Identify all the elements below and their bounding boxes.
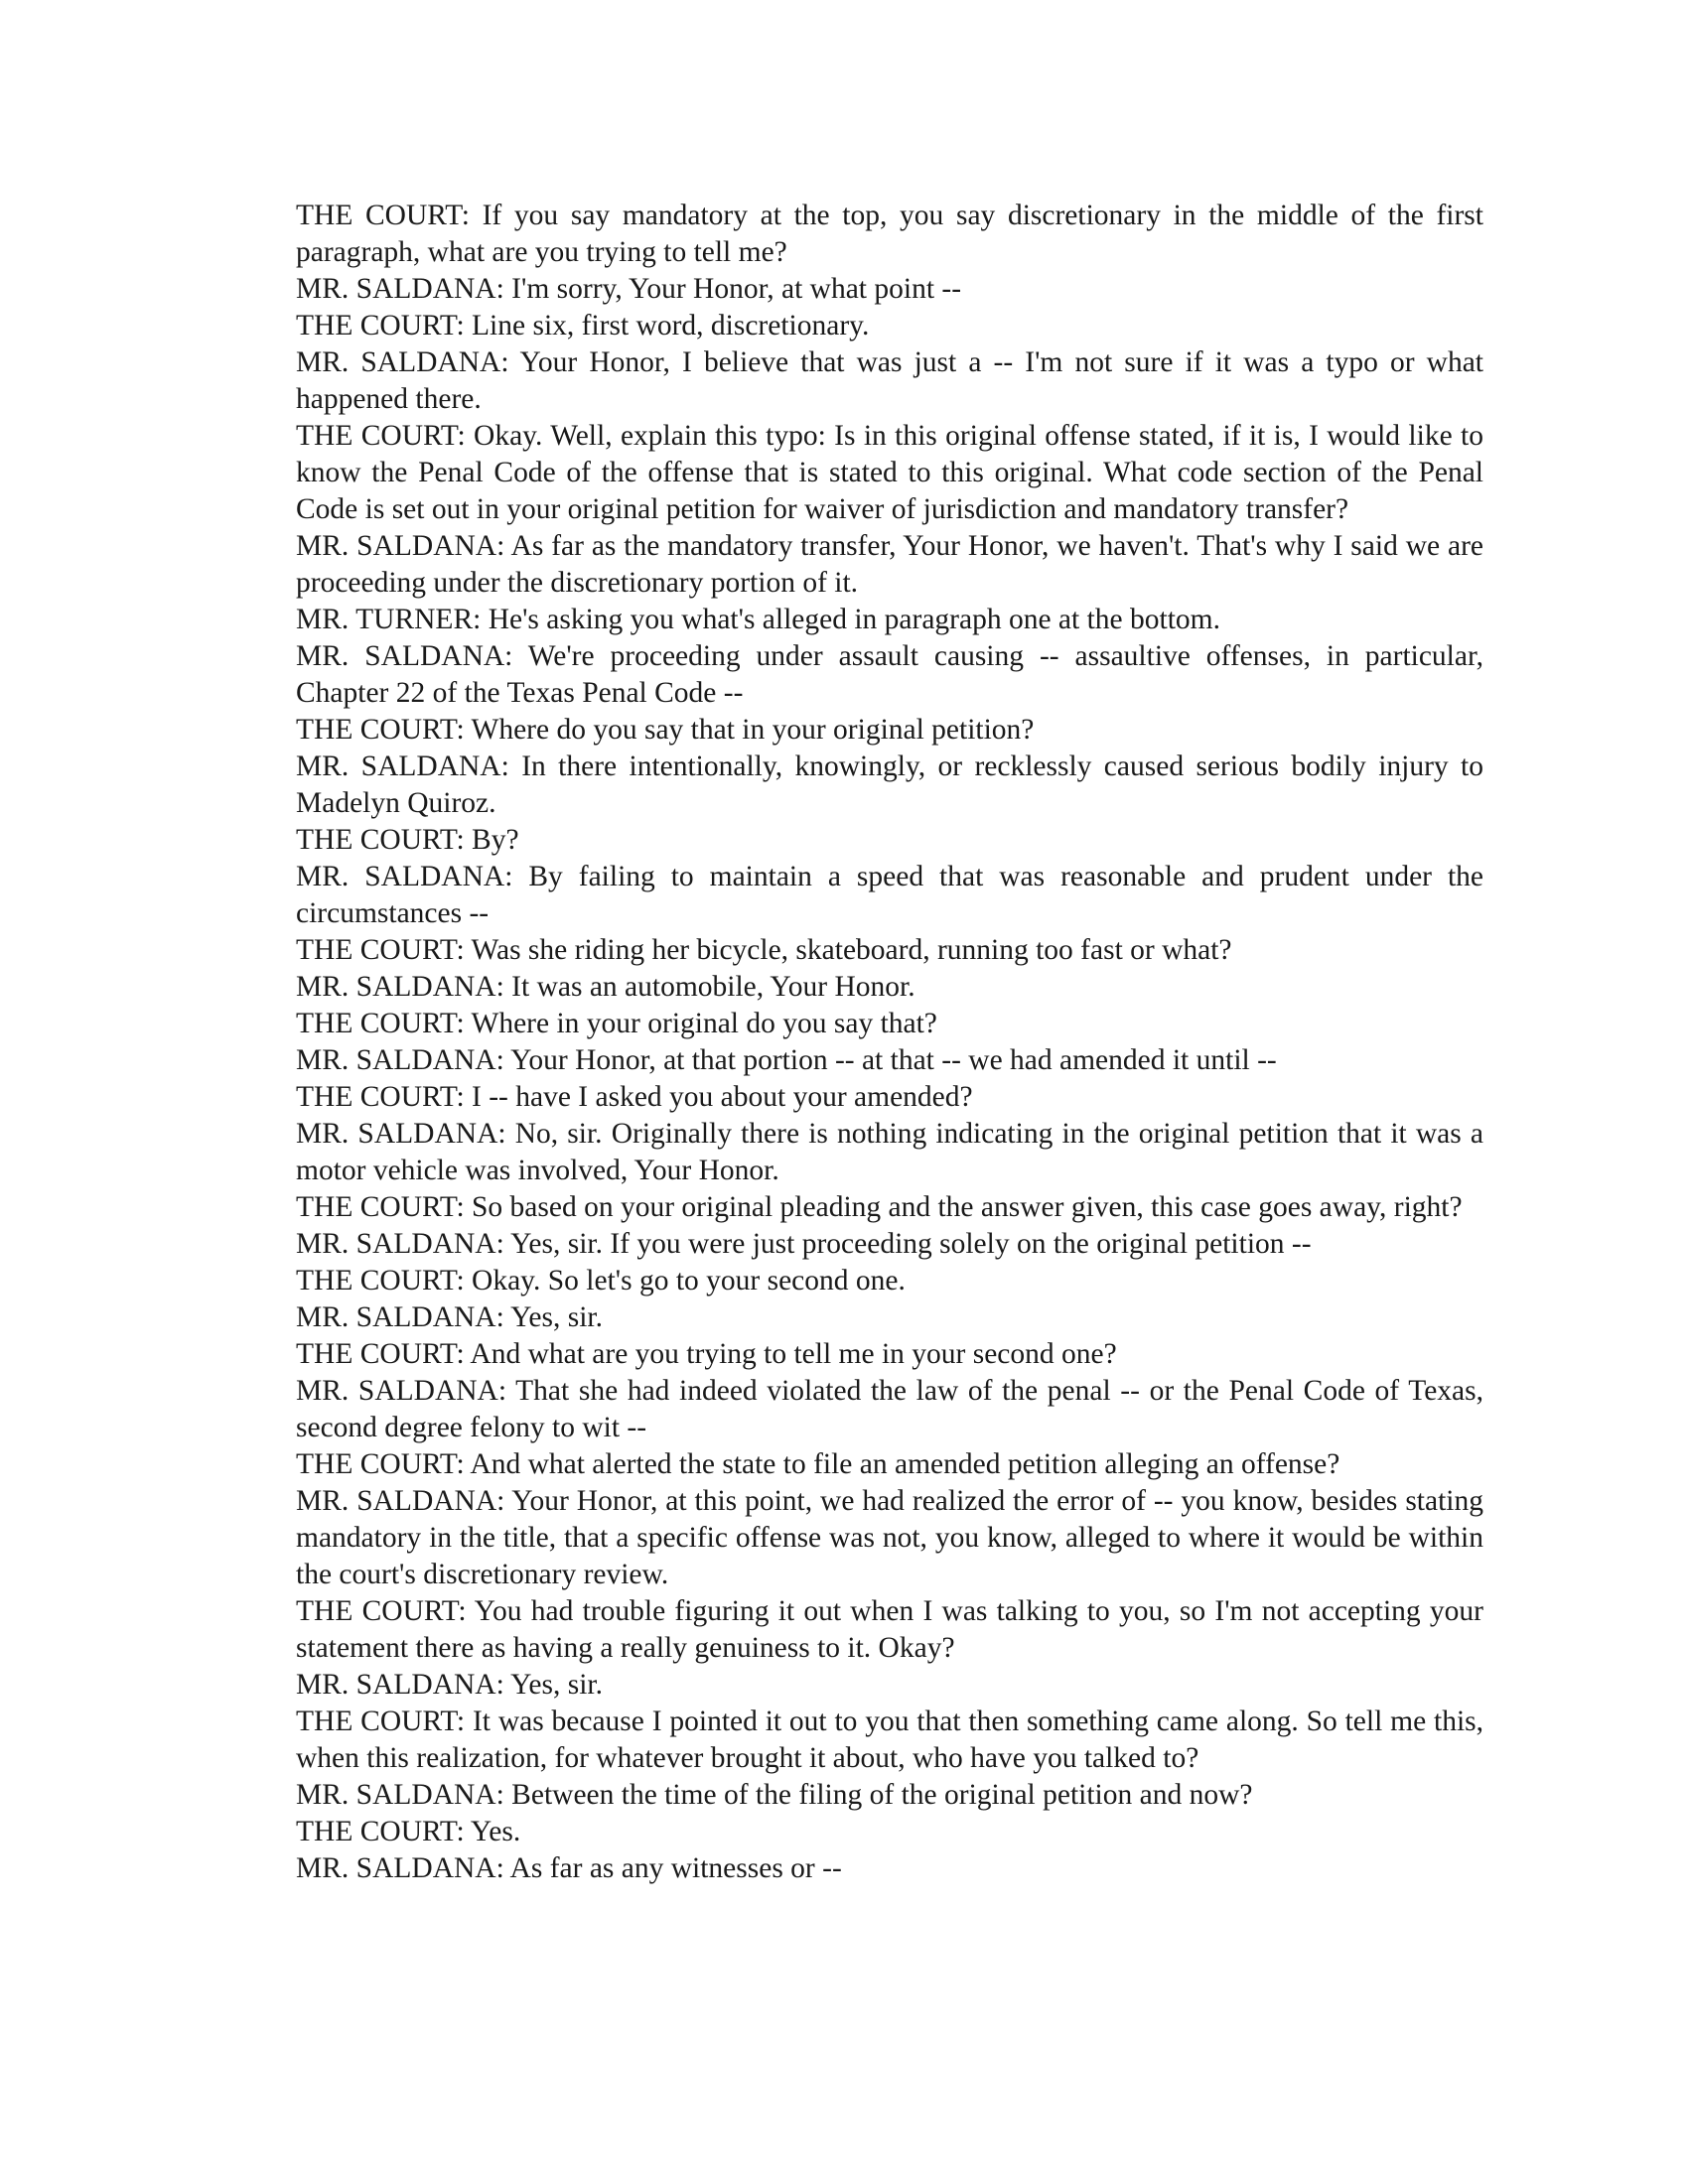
transcript-line: THE COURT: If you say mandatory at the top, you say discretionary in the middle of the first paragraph, what are you trying to tell me?: [296, 200, 1483, 268]
transcript-line: THE COURT: Where in your original do you say that?: [296, 1008, 937, 1039]
transcript-line: MR. TURNER: He's asking you what's alleged in paragraph one at the bottom.: [296, 604, 1220, 635]
transcript-line: MR. SALDANA: Your Honor, at that portion -- at that -- we had amended it until --: [296, 1044, 1277, 1076]
transcript-line: THE COURT: Line six, first word, discretionary.: [296, 310, 870, 341]
transcript-line: THE COURT: Okay. So let's go to your second one.: [296, 1265, 906, 1297]
transcript-line: MR. SALDANA: As far as the mandatory transfer, Your Honor, we haven't. That's why I said we are proceeding under the discretionary portion of it.: [296, 530, 1483, 599]
transcript-line: THE COURT: Where do you say that in your original petition?: [296, 714, 1035, 746]
transcript-body: [296, 198, 1483, 1887]
transcript-line: MR. SALDANA: In there intentionally, knowingly, or recklessly caused serious bodily injury to Madelyn Quiroz.: [296, 751, 1483, 819]
transcript-line: MR. SALDANA: Your Honor, at this point, we had realized the error of -- you know, besides stating mandatory in the title, that a specific offense was not, you know, alleged to where it would be within the court's discretionary review.: [296, 1485, 1483, 1590]
transcript-line: MR. SALDANA: I'm sorry, Your Honor, at what point --: [296, 273, 962, 305]
transcript-line: THE COURT: Yes.: [296, 1816, 521, 1847]
transcript-line: MR. SALDANA: No, sir. Originally there is nothing indicating in the original petition that it was a motor vehicle was involved, Your Honor.: [296, 1118, 1483, 1186]
transcript-line: MR. SALDANA: Yes, sir.: [296, 1301, 604, 1333]
transcript-line: THE COURT: Okay. Well, explain this typo: Is in this original offense stated, if it is, I would like to know the Penal Code of the offense that is stated to this original. What code section of the Penal Code is set out in your original petition for waiver of jurisdiction and mandatory transfer?: [296, 420, 1483, 525]
transcript-line: MR. SALDANA: Between the time of the filing of the original petition and now?: [296, 1779, 1253, 1811]
transcript-line: MR. SALDANA: We're proceeding under assault causing -- assaultive offenses, in particular, Chapter 22 of the Texas Penal Code --: [296, 640, 1483, 709]
transcript-line: THE COURT: By?: [296, 824, 519, 856]
transcript-line: THE COURT: And what are you trying to tell me in your second one?: [296, 1338, 1117, 1370]
transcript-line: MR. SALDANA: It was an automobile, Your Honor.: [296, 971, 915, 1003]
transcript-line: THE COURT: And what alerted the state to file an amended petition alleging an offense?: [296, 1448, 1340, 1480]
transcript-line: THE COURT: Was she riding her bicycle, skateboard, running too fast or what?: [296, 934, 1232, 966]
transcript-line: MR. SALDANA: That she had indeed violated the law of the penal -- or the Penal Code of Texas, second degree felony to wit --: [296, 1375, 1483, 1443]
transcript-line: THE COURT: I -- have I asked you about your amended?: [296, 1081, 973, 1113]
transcript-line: MR. SALDANA: Yes, sir. If you were just proceeding solely on the original petition --: [296, 1228, 1312, 1260]
transcript-line: MR. SALDANA: As far as any witnesses or --: [296, 1852, 842, 1884]
transcript-line: MR. SALDANA: Your Honor, I believe that was just a -- I'm not sure if it was a typo or what happened there.: [296, 346, 1483, 415]
transcript-line: THE COURT: It was because I pointed it out to you that then something came along. So tell me this, when this realization, for whatever brought it about, who have you talked to?: [296, 1706, 1483, 1774]
transcript-line: THE COURT: So based on your original pleading and the answer given, this case goes away, right?: [296, 1191, 1463, 1223]
transcript-line: THE COURT: You had trouble figuring it out when I was talking to you, so I'm not accepting your statement there as having a really genuiness to it. Okay?: [296, 1595, 1483, 1664]
transcript-line: MR. SALDANA: Yes, sir.: [296, 1669, 604, 1701]
transcript-line: MR. SALDANA: By failing to maintain a speed that was reasonable and prudent under the circumstances --: [296, 861, 1483, 929]
